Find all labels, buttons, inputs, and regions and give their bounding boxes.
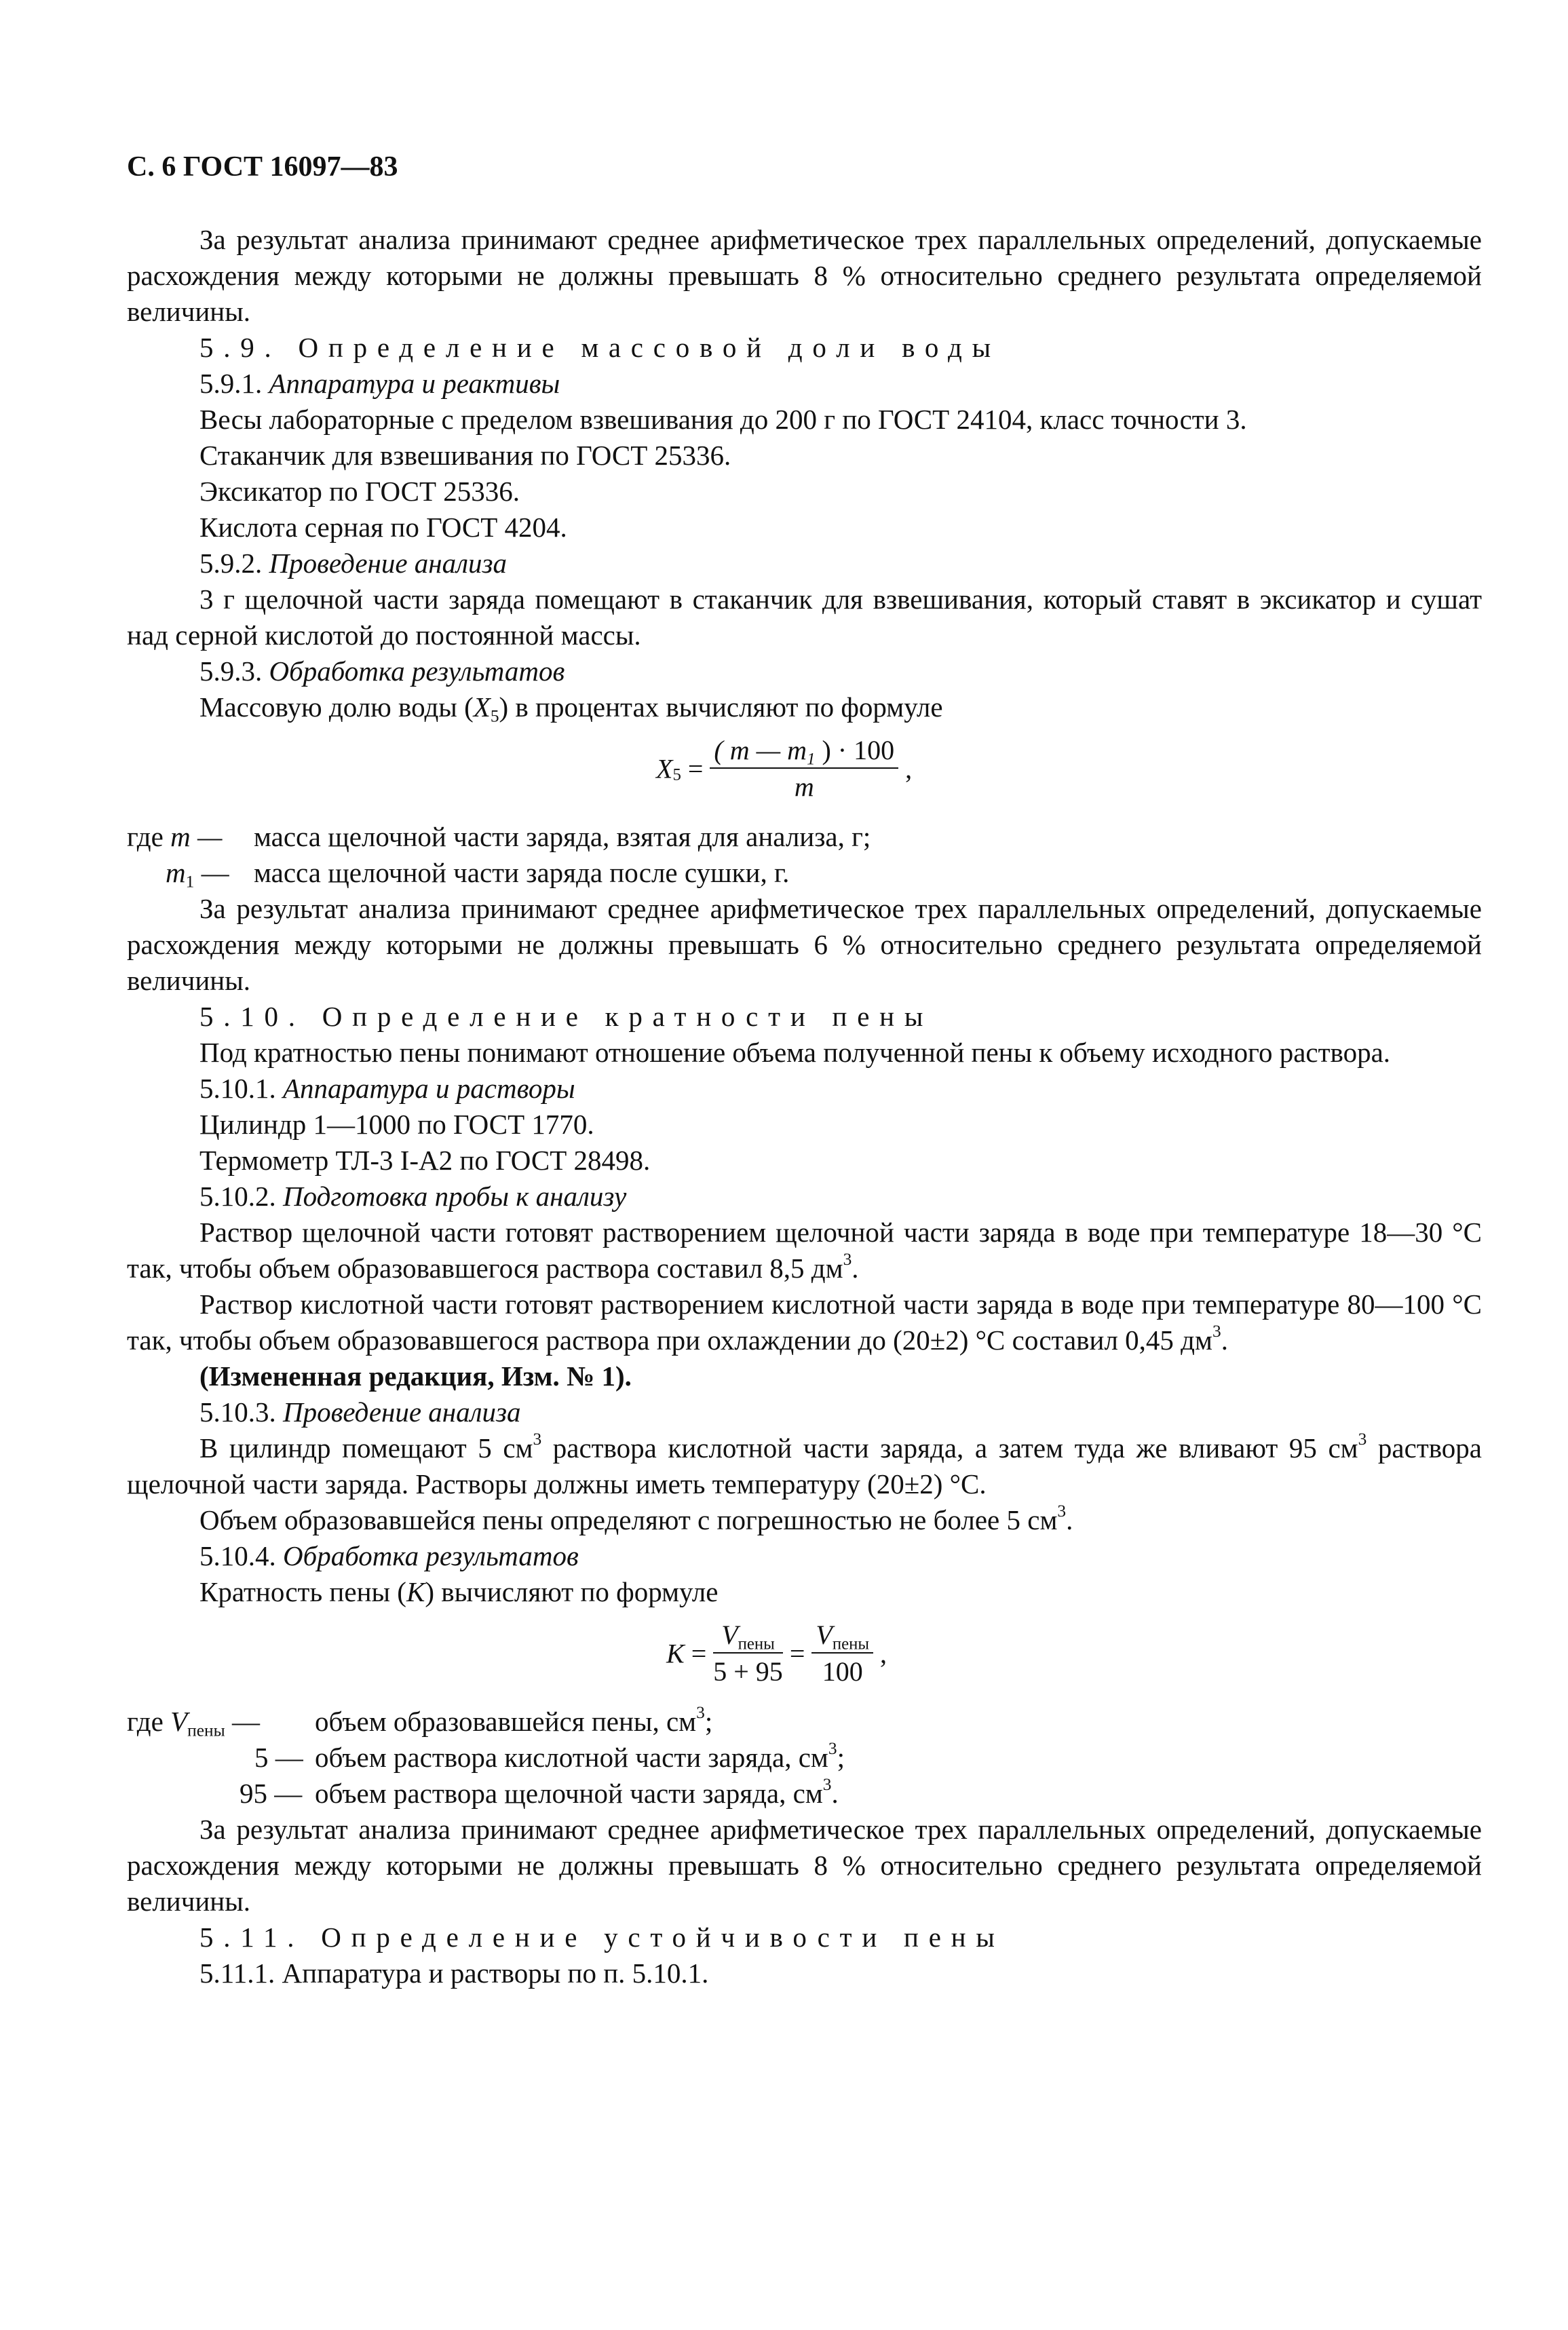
definition: объем раствора щелочной части заряда, $см^3$. [315, 1774, 839, 1809]
definition: масса щелочной части заряда после сушки, г. [254, 857, 790, 888]
paragraph-definition: Под кратностью пены понимают отношение объема полученной пены к объему исходного раствора. [199, 1037, 1391, 1068]
formula-fraction: $\frac{( m — m_1 ) \cdot 100}{m}$ [710, 735, 898, 803]
definition: объем раствора кислотной части заряда, $см^3$; [315, 1738, 845, 1773]
page-header: С. 6 ГОСТ 16097—83 [127, 151, 398, 183]
subsection-title: Аппаратура и реактивы [269, 368, 560, 399]
subsection-5-11-1: 5.11.1. Аппаратура и растворы по п. 5.10.1. [199, 1957, 709, 1989]
subsection-5-10-3 [127, 1394, 1482, 1430]
subsection-number: 5.10.3. [199, 1396, 276, 1428]
subsection-5-10-4 [127, 1538, 1482, 1574]
formula-lhs: K [666, 1638, 685, 1669]
subsection-5-10-2 [127, 1179, 1482, 1215]
formula-water-fraction: $X_5$ = $\frac{( m — m_1 ) \cdot 100}{m}$ , [656, 735, 913, 802]
equipment-item: Стаканчик для взвешивания по ГОСТ 25336. [199, 440, 731, 471]
where-block-1: где m — масса щелочной части заряда, взятая для анализа, г; $m_1$ — масса щелочной части заряда после сушки, г. [127, 819, 1482, 891]
formula-fraction: $\frac{V_{пены}}{5 + 95}$ [713, 1620, 783, 1687]
paragraph-foam-volume: Объем образовавшейся пены определяют с погрешностью не более 5 $см^3$. [199, 1501, 1073, 1535]
equipment-item: Цилиндр 1—1000 по ГОСТ 1770. [199, 1109, 594, 1140]
subsection-title: Подготовка пробы к анализу [283, 1181, 627, 1212]
subsection-title: Проведение анализа [283, 1396, 521, 1428]
paragraph-formula-intro: Кратность пены (K) вычисляют по формуле [199, 1576, 719, 1607]
paragraph-alkaline-solution: Раствор щелочной части готовят растворением щелочной части заряда в воде при температуре 18—30 °С так, чтобы объем образовавшегося раствора составил 8,5 $дм^3$. [127, 1217, 1482, 1284]
amendment-note: (Измененная редакция, Изм. № 1). [199, 1360, 632, 1392]
paragraph-result-1: За результат анализа принимают среднее арифметическое трех параллельных определений, допускаемые расхождения между которыми не должны превышать 8 % относительно среднего результата определяемой величины. [127, 224, 1482, 327]
body-text [127, 222, 1482, 1991]
paragraph-result-2: За результат анализа принимают среднее арифметическое трех параллельных определений, допускаемые расхождения между которыми не должны превышать 6 % относительно среднего результата определяемой величины. [127, 893, 1482, 996]
section-heading-5-11: 5.11. Определение устойчивости пены [199, 1922, 1005, 1953]
equipment-item: Кислота серная по ГОСТ 4204. [199, 512, 567, 543]
subsection-number: 5.9.2. [199, 548, 263, 579]
subsection-5-10-1 [127, 1071, 1482, 1107]
subsection-number: 5.10.4. [199, 1540, 276, 1571]
paragraph-result-3: За результат анализа принимают среднее арифметическое трех параллельных определений, допускаемые расхождения между которыми не должны превышать 8 % относительно среднего результата определяемой величины. [127, 1814, 1482, 1917]
definition: масса щелочной части заряда, взятая для анализа, г; [254, 821, 871, 852]
paragraph-procedure-foam: В цилиндр помещают 5 $см^3$ раствора кислотной части заряда, а затем туда же вливают 95 $см^3$ раствора щелочной части заряда. Растворы должны иметь температуру (20±2) °С. [127, 1429, 1483, 1500]
paragraph-formula-intro: Массовую долю воды $(X_5)$ в процентах вычисляют по формуле [199, 691, 943, 726]
subsection-title: Аппаратура и растворы [283, 1073, 575, 1104]
equipment-item: Весы лабораторные с пределом взвешивания до 200 г по ГОСТ 24104, класс точности 3. [199, 404, 1247, 435]
formula-foam-ratio: K = $\frac{V_{пены}}{5 + 95}$ = $\frac{V_{пены}}{100}$ , [666, 1620, 887, 1687]
formula-lhs: X [656, 753, 673, 784]
subsection-5-9-3 [127, 653, 1482, 689]
subsection-5-9-1 [127, 366, 1482, 402]
subsection-title: Обработка результатов [269, 655, 565, 687]
paragraph-acid-solution: Раствор кислотной части готовят растворением кислотной части заряда в воде при температуре 80—100 °С так, чтобы объем образовавшегося раствора при охлаждении до (20±2) °С составил 0,45 $дм^3$. [127, 1288, 1482, 1356]
subsection-5-9-2 [127, 546, 1482, 581]
subsection-number: 5.9.1. [199, 368, 263, 399]
equipment-item: Термометр ТЛ-3 I-А2 по ГОСТ 28498. [199, 1145, 651, 1176]
section-heading-5-10: 5.10. Определение кратности пены [199, 1001, 934, 1032]
subsection-title: Проведение анализа [269, 548, 508, 579]
where-block-2: где $V_{пены}$ — объем образовавшейся пены, $см^3$; 5 — объем раствора кислотной части заряда, $см^3$; 95 — объем раствора щелочной части заряда, $см^3$. [127, 1704, 1482, 1812]
subsection-number: 5.9.3. [199, 655, 263, 687]
subsection-number: 5.10.1. [199, 1073, 276, 1104]
subsection-number: 5.10.2. [199, 1181, 276, 1212]
section-heading-5-9: 5.9. Определение массовой доли воды [199, 332, 1001, 363]
formula-fraction: $\frac{V_{пены}}{100}$ [811, 1620, 873, 1687]
paragraph-procedure: 3 г щелочной части заряда помещают в стаканчик для взвешивания, который ставят в эксикатор и сушат над серной кислотой до постоянной массы. [127, 584, 1482, 651]
formula-equals: = [687, 753, 704, 784]
equipment-item: Эксикатор по ГОСТ 25336. [199, 476, 520, 507]
subsection-title: Обработка результатов [283, 1540, 579, 1571]
definition: объем образовавшейся пены, $см^3$; [315, 1702, 713, 1737]
